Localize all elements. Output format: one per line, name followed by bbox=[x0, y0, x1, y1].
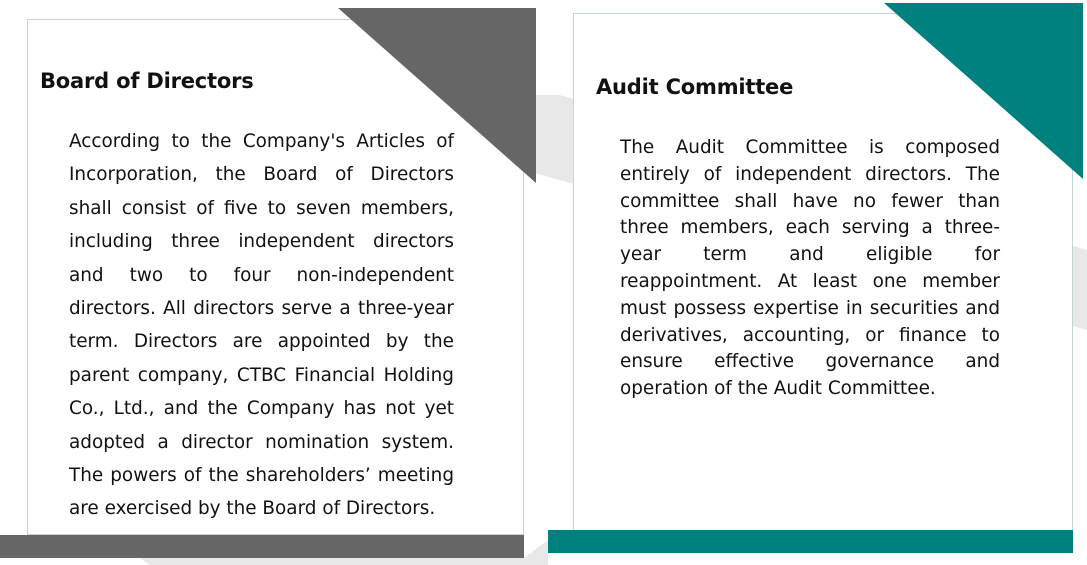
audit-description: The Audit Committee is composed entirely of independent directors. The committee shall have no fewer than three members, each serving a three-year term and eligible for reappointment. At least one member must possess expertise in securities and derivatives, accounting, or finance to ensure effective governance and operation of the Audit Committee. bbox=[620, 137, 1000, 400]
board-title: Board of Directors bbox=[40, 69, 254, 93]
board-bottom-bar bbox=[0, 535, 524, 558]
board-description: According to the Company's Articles of Incorporation, the Board of Directors shall consist of five to seven members, including three independent directors and two to four non-independent directors. All directors serve a three-year term. Directors are appointed by the parent company, CTBC Financial Holding Co., Ltd., and the Company has not yet adopted a director nomination system. The powers of the shareholders’ meeting are exercised by the Board of Directors. bbox=[69, 131, 454, 520]
audit-bottom-bar bbox=[548, 530, 1073, 553]
audit-title: Audit Committee bbox=[596, 75, 794, 99]
